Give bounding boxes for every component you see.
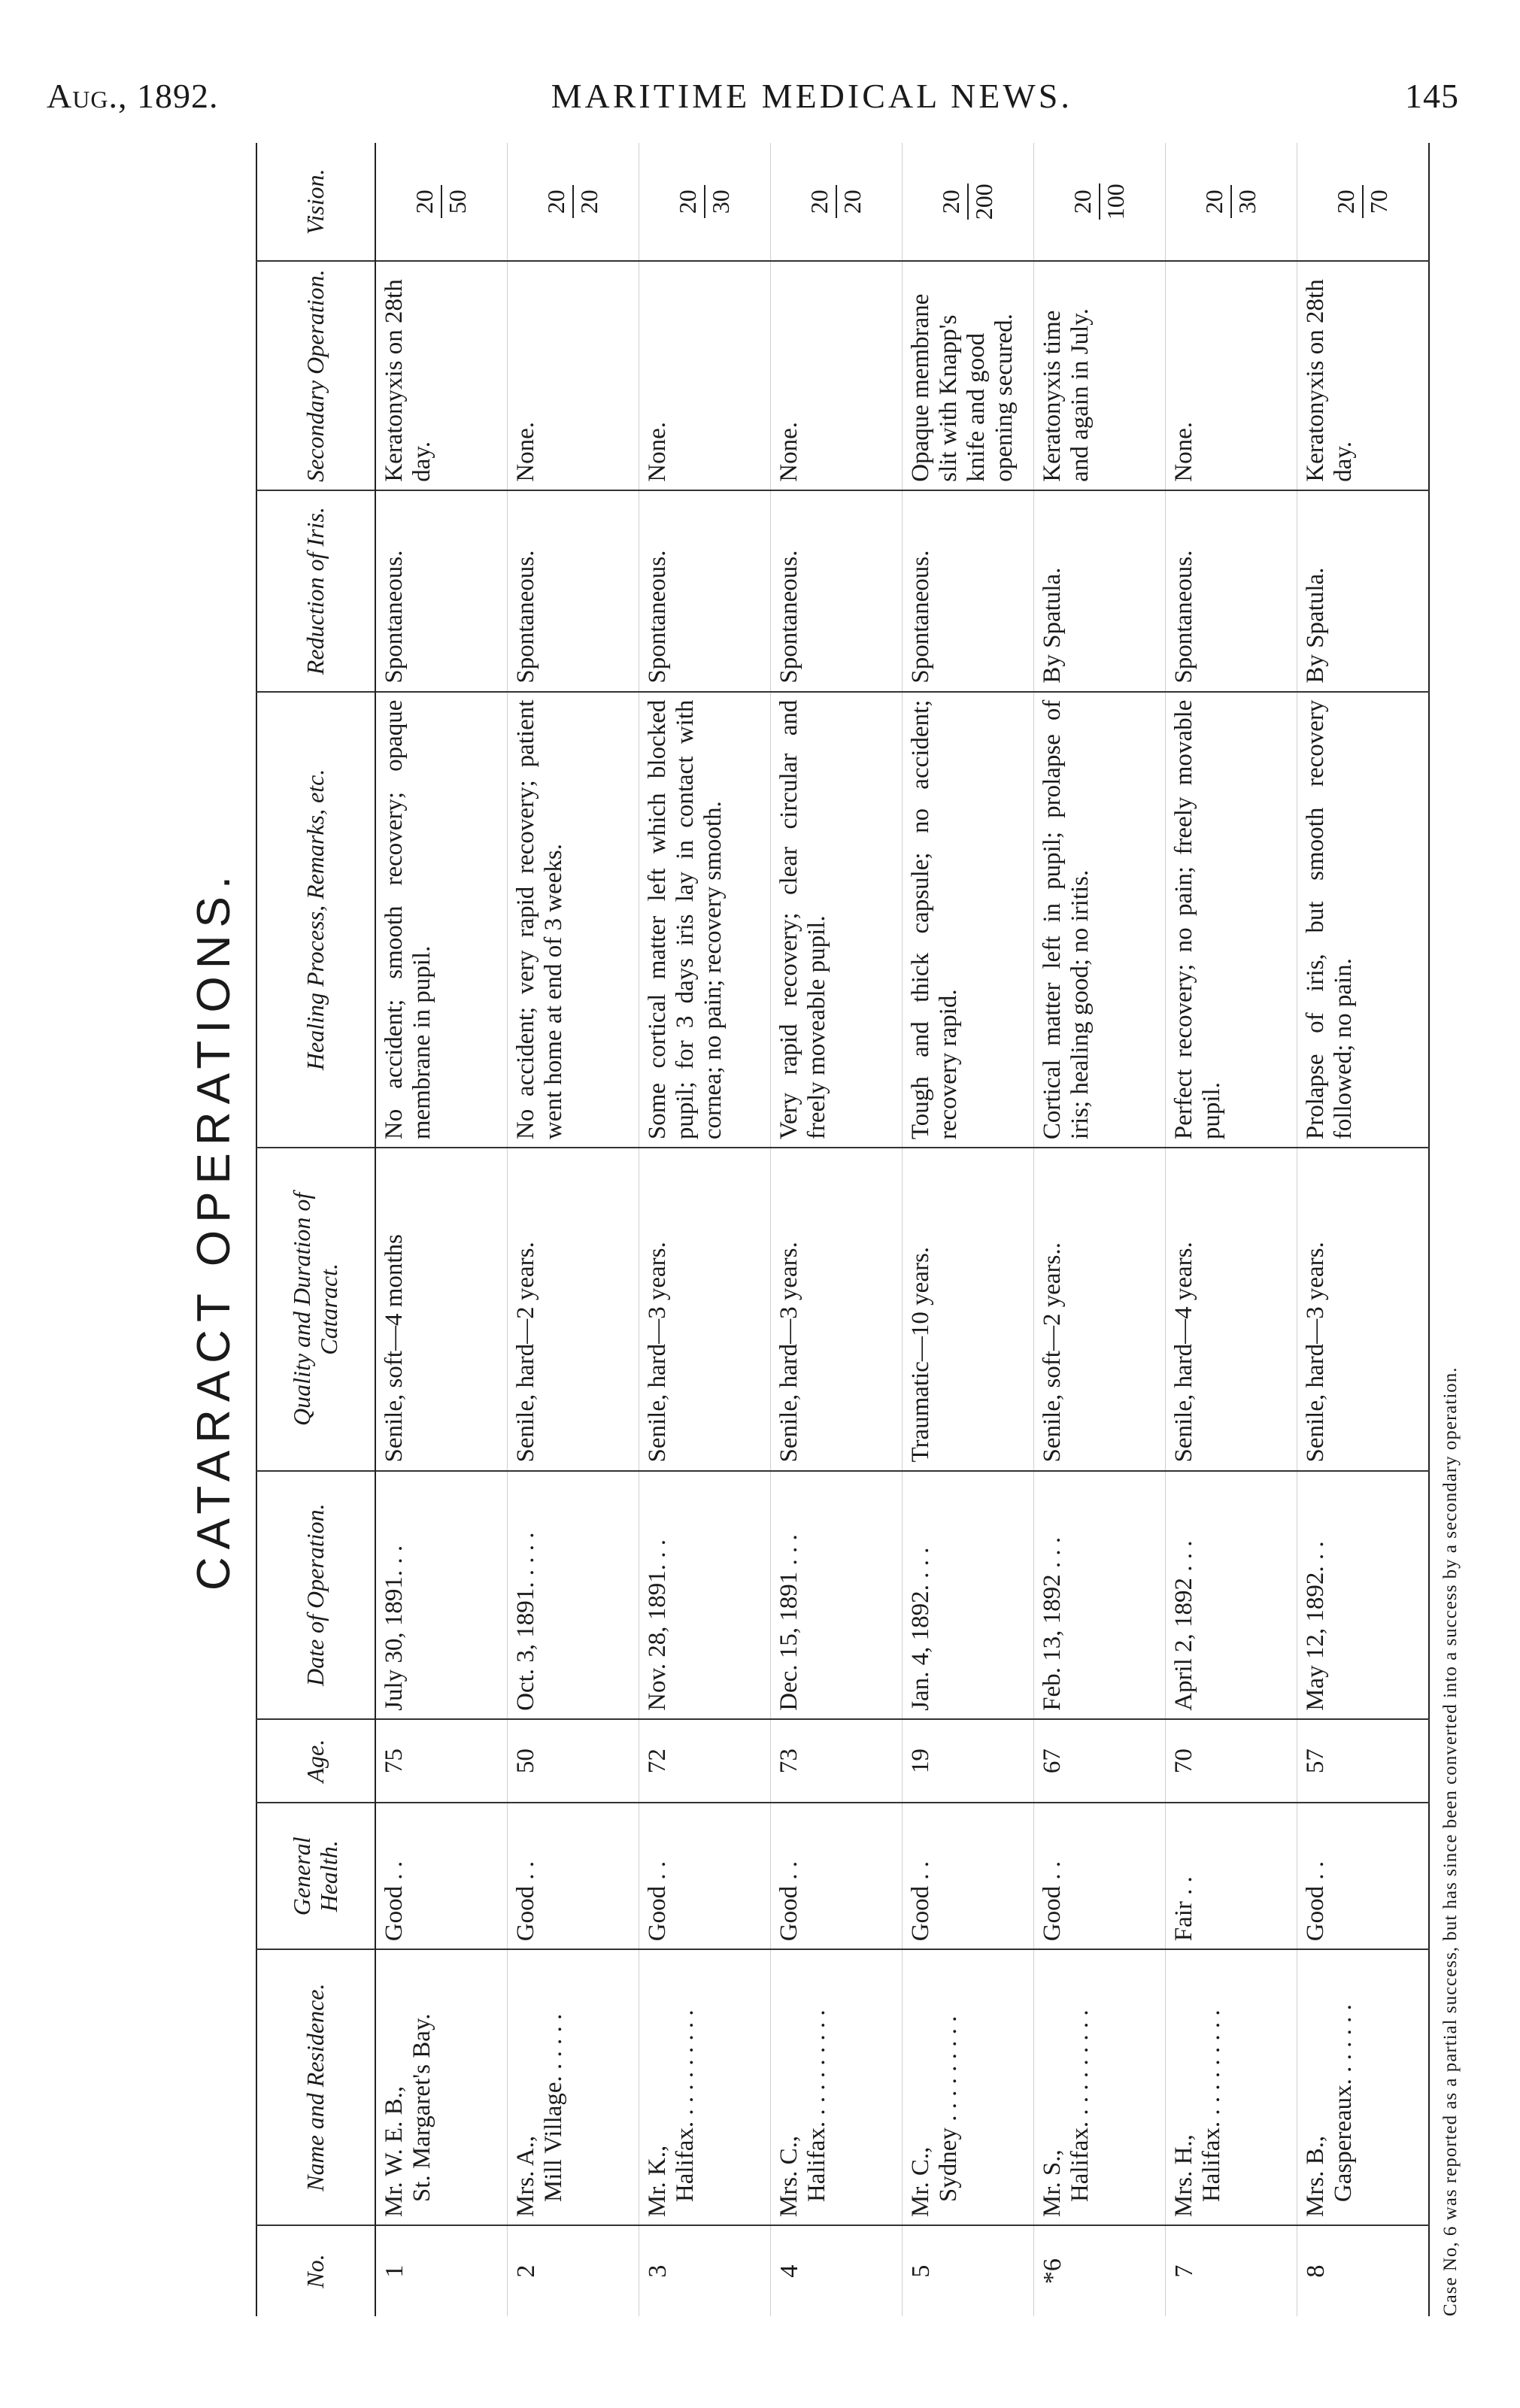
- cell-case-number: 8: [1297, 2225, 1430, 2316]
- patient-residence-text: Mill Village. . . . . .: [539, 2013, 567, 2203]
- cell-general-health: Good . .: [639, 1803, 771, 1949]
- cell-date-of-operation: April 2, 1892 . . .: [1166, 1471, 1297, 1719]
- vision-fraction: [512, 150, 634, 253]
- cell-reduction-of-iris: By Spatula.: [1297, 490, 1430, 692]
- vision-denominator: 70: [1365, 190, 1392, 214]
- table-row: [1297, 143, 1430, 2316]
- cell-general-health: Good . .: [375, 1803, 508, 1949]
- vision-fraction: [1039, 150, 1160, 253]
- cell-patient-name: [903, 1949, 1034, 2225]
- vision-fraction: [644, 150, 766, 253]
- cell-patient-name: [1034, 1949, 1166, 2225]
- cell-general-health: Good . .: [1297, 1803, 1430, 1949]
- cell-secondary-operation: None.: [1166, 261, 1297, 490]
- cell-healing-process: Tough and thick capsule; no accident; recovery rapid.: [903, 692, 1034, 1148]
- col-header-healing-process: Healing Process, Remarks, etc.: [256, 692, 375, 1148]
- col-header-general-health: General Health.: [256, 1803, 375, 1949]
- cell-reduction-of-iris: Spontaneous.: [508, 490, 639, 692]
- cell-reduction-of-iris: Spontaneous.: [903, 490, 1034, 692]
- cell-patient-name: [771, 1949, 903, 2225]
- fraction-bar: [1230, 185, 1232, 218]
- fraction-bar: [1362, 185, 1364, 218]
- cell-vision: [639, 143, 771, 261]
- cell-general-health: Good . .: [1034, 1803, 1166, 1949]
- vision-numerator: 20: [411, 190, 438, 214]
- cell-secondary-operation: Keratonyxis on 28th day.: [1297, 261, 1430, 490]
- running-head-journal-title: MARITIME MEDICAL NEWS.: [551, 76, 1072, 115]
- table-footnote: Case No, 6 was reported as a partial success, but has since been converted into a success by a secondary operation.: [1440, 1366, 1461, 2316]
- fraction-bar: [572, 185, 574, 218]
- cell-secondary-operation: Opaque membrane slit with Knapp's knife and good opening secured.: [903, 261, 1034, 490]
- patient-name-text: Mr. W. E. B.,: [381, 2085, 408, 2218]
- cell-case-number: 5: [903, 2225, 1034, 2316]
- patient-residence-text: Halifax. . . . . . . . . .: [1066, 2009, 1094, 2203]
- cell-age: 67: [1034, 1719, 1166, 1803]
- patient-name-text: Mrs. H.,: [1170, 2134, 1197, 2218]
- col-header-quality-duration: Quality and Duration of Cataract.: [256, 1148, 375, 1470]
- vision-denominator: 20: [575, 190, 602, 214]
- cell-age: 72: [639, 1719, 771, 1803]
- fraction-bar: [836, 185, 837, 218]
- cell-general-health: Good . .: [508, 1803, 639, 1949]
- vision-denominator: 50: [444, 190, 471, 214]
- cell-patient-name: [639, 1949, 771, 2225]
- cell-patient-name: [1166, 1949, 1297, 2225]
- cell-vision: [771, 143, 903, 261]
- vision-denominator: 30: [707, 190, 734, 214]
- vision-denominator: 200: [970, 183, 997, 220]
- cell-vision: [375, 143, 508, 261]
- cell-vision: [508, 143, 639, 261]
- patient-residence-text: Halifax. . . . . . . . . .: [802, 2009, 830, 2203]
- table-row: [375, 143, 508, 2316]
- patient-residence-text: Sydney . . . . . . . . .: [934, 2015, 962, 2203]
- patient-name-text: Mr. C.,: [907, 2146, 934, 2218]
- cell-healing-process: No accident; smooth recovery; opaque membrane in pupil.: [375, 692, 508, 1148]
- col-header-vision: Vision.: [256, 143, 375, 261]
- cell-quality-duration: Senile, soft—2 years..: [1034, 1148, 1166, 1470]
- cell-quality-duration: Senile, hard—3 years.: [1297, 1148, 1430, 1470]
- cell-healing-process: Perfect recovery; no pain; freely movable pupil.: [1166, 692, 1297, 1148]
- patient-name-text: Mrs. C.,: [775, 2135, 802, 2218]
- cell-age: 57: [1297, 1719, 1430, 1803]
- cell-date-of-operation: Jan. 4, 1892. . . .: [903, 1471, 1034, 1719]
- vision-numerator: 20: [674, 190, 702, 214]
- cell-reduction-of-iris: By Spatula.: [1034, 490, 1166, 692]
- cell-general-health: Fair . .: [1166, 1803, 1297, 1949]
- patient-name-text: Mr. S.,: [1039, 2149, 1066, 2218]
- patient-name-text: Mrs. A.,: [512, 2135, 539, 2218]
- cell-age: 50: [508, 1719, 639, 1803]
- cell-age: 19: [903, 1719, 1034, 1803]
- cell-date-of-operation: May 12, 1892. . .: [1297, 1471, 1430, 1719]
- vision-numerator: 20: [542, 190, 570, 214]
- cell-healing-process: Some cortical matter left which blocked pupil; for 3 days iris lay in contact with cornea; no pain; recovery smooth.: [639, 692, 771, 1148]
- vision-fraction: [907, 150, 1029, 253]
- vision-fraction: [1170, 150, 1292, 253]
- fraction-bar: [967, 183, 969, 220]
- cell-quality-duration: Senile, hard—2 years.: [508, 1148, 639, 1470]
- cell-vision: [1297, 143, 1430, 261]
- col-header-secondary-operation: Secondary Operation.: [256, 261, 375, 490]
- vision-numerator: 20: [1332, 190, 1360, 214]
- table-row: [639, 143, 771, 2316]
- cell-case-number: 2: [508, 2225, 639, 2316]
- cell-general-health: Good . .: [903, 1803, 1034, 1949]
- fraction-bar: [441, 185, 442, 218]
- patient-name-text: Mrs. B.,: [1302, 2135, 1329, 2218]
- cell-vision: [1034, 143, 1166, 261]
- cell-reduction-of-iris: Spontaneous.: [1166, 490, 1297, 692]
- running-head-date: Aug., 1892.: [47, 76, 219, 115]
- cell-secondary-operation: None.: [639, 261, 771, 490]
- cell-case-number: 7: [1166, 2225, 1297, 2316]
- vision-denominator: 20: [839, 190, 866, 214]
- vision-denominator: 100: [1102, 183, 1129, 220]
- cataract-operations-table: [256, 143, 1430, 2316]
- patient-residence-text: St. Margaret's Bay.: [408, 2013, 435, 2203]
- patient-name-text: Mr. K.,: [644, 2145, 671, 2218]
- table-row: [508, 143, 639, 2316]
- cell-age: 73: [771, 1719, 903, 1803]
- patient-residence-text: Halifax. . . . . . . . . .: [1197, 2009, 1225, 2203]
- cell-patient-name: [375, 1949, 508, 2225]
- cell-case-number: 3: [639, 2225, 771, 2316]
- table-header-row: [256, 143, 375, 2316]
- vision-fraction: [381, 150, 502, 253]
- cell-case-number: *6: [1034, 2225, 1166, 2316]
- vision-numerator: 20: [937, 190, 965, 214]
- cell-healing-process: Cortical matter left in pupil; prolapse of iris; healing good; no iritis.: [1034, 692, 1166, 1148]
- col-header-name-residence: Name and Residence.: [256, 1949, 375, 2225]
- vision-numerator: 20: [1069, 190, 1097, 214]
- cell-secondary-operation: None.: [771, 261, 903, 490]
- cell-reduction-of-iris: Spontaneous.: [375, 490, 508, 692]
- table-row: [903, 143, 1034, 2316]
- cell-age: 70: [1166, 1719, 1297, 1803]
- table-row: [771, 143, 903, 2316]
- vision-denominator: 30: [1233, 190, 1261, 214]
- rotated-table-region: [173, 143, 1461, 2316]
- vision-fraction: [775, 150, 897, 253]
- cell-reduction-of-iris: Spontaneous.: [639, 490, 771, 692]
- fraction-bar: [704, 185, 705, 218]
- col-header-no: No.: [256, 2225, 375, 2316]
- vision-fraction: [1302, 150, 1424, 253]
- cell-date-of-operation: Feb. 13, 1892 . . .: [1034, 1471, 1166, 1719]
- cell-healing-process: Prolapse of iris, but smooth recovery followed; no pain.: [1297, 692, 1430, 1148]
- cell-case-number: 1: [375, 2225, 508, 2316]
- col-header-reduction-of-iris: Reduction of Iris.: [256, 490, 375, 692]
- cell-secondary-operation: Keratonyxis time and again in July.: [1034, 261, 1166, 490]
- cell-reduction-of-iris: Spontaneous.: [771, 490, 903, 692]
- table-title: CATARACT OPERATIONS.: [188, 868, 240, 1591]
- vision-numerator: 20: [806, 190, 833, 214]
- cell-healing-process: No accident; very rapid recovery; patient went home at end of 3 weeks.: [508, 692, 639, 1148]
- cell-case-number: 4: [771, 2225, 903, 2316]
- cell-quality-duration: Senile, hard—3 years.: [771, 1148, 903, 1470]
- running-head: [47, 69, 1459, 122]
- cell-date-of-operation: July 30, 1891. . .: [375, 1471, 508, 1719]
- cell-quality-duration: Traumatic—10 years.: [903, 1148, 1034, 1470]
- cell-patient-name: [508, 1949, 639, 2225]
- cell-date-of-operation: Dec. 15, 1891 . . .: [771, 1471, 903, 1719]
- cell-quality-duration: Senile, hard—3 years.: [639, 1148, 771, 1470]
- cell-general-health: Good . .: [771, 1803, 903, 1949]
- cell-vision: [1166, 143, 1297, 261]
- cell-date-of-operation: Oct. 3, 1891. . . . .: [508, 1471, 639, 1719]
- table-body: [375, 143, 1429, 2316]
- cell-date-of-operation: Nov. 28, 1891. . .: [639, 1471, 771, 1719]
- cell-patient-name: [1297, 1949, 1430, 2225]
- table-row: [1034, 143, 1166, 2316]
- running-head-page-number: 145: [1404, 76, 1459, 115]
- patient-residence-text: Halifax. . . . . . . . . .: [671, 2009, 699, 2203]
- cell-age: 75: [375, 1719, 508, 1803]
- cell-secondary-operation: Keratonyxis on 28th day.: [375, 261, 508, 490]
- cell-secondary-operation: None.: [508, 261, 639, 490]
- cell-healing-process: Very rapid recovery; clear circular and freely moveable pupil.: [771, 692, 903, 1148]
- fraction-bar: [1099, 183, 1100, 220]
- cell-vision: [903, 143, 1034, 261]
- col-header-date-of-operation: Date of Operation.: [256, 1471, 375, 1719]
- cell-quality-duration: Senile, soft—4 months: [375, 1148, 508, 1470]
- col-header-age: Age.: [256, 1719, 375, 1803]
- table-row: [1166, 143, 1297, 2316]
- patient-residence-text: Gaspereaux. . . . . . .: [1329, 2004, 1357, 2203]
- cell-quality-duration: Senile, hard—4 years.: [1166, 1148, 1297, 1470]
- vision-numerator: 20: [1200, 190, 1228, 214]
